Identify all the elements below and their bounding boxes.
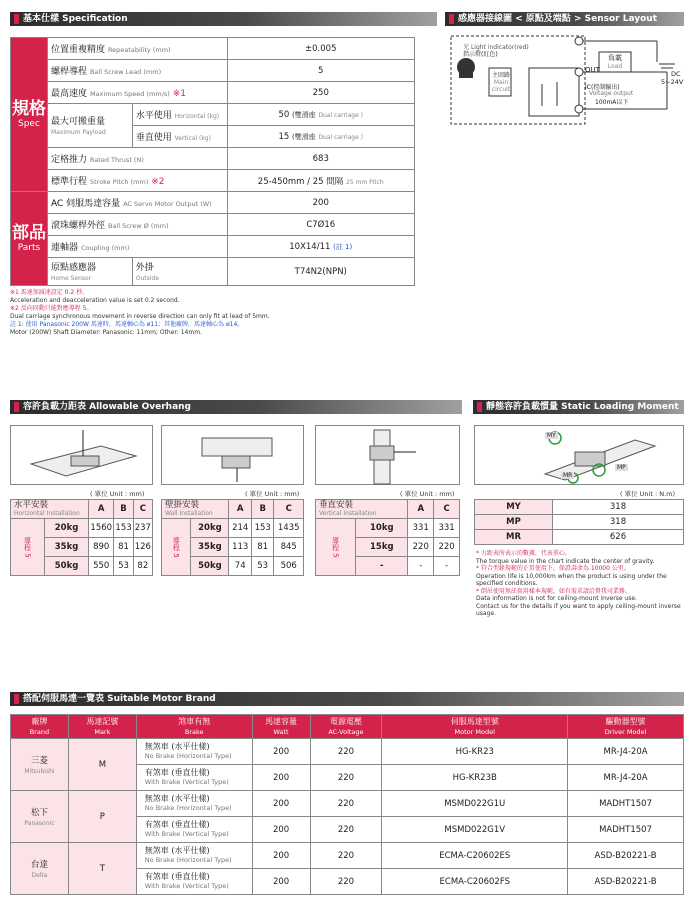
static-moment-diagram bbox=[474, 425, 684, 485]
vertical-diagram bbox=[315, 425, 460, 485]
mark-cell: M bbox=[68, 739, 136, 791]
static-header bbox=[473, 400, 684, 414]
col-watt: 馬達容量 Watt bbox=[252, 715, 310, 739]
static-table: MY 318 MP 318 MR 626 bbox=[474, 499, 684, 545]
payload-vertical-label: 垂直使用 Vertical (kg) bbox=[132, 126, 227, 148]
mp-tag: MP bbox=[617, 464, 626, 471]
spec-header bbox=[10, 12, 437, 26]
parts-row-label: AC 伺服馬達容量 AC Servo Motor Output (W) bbox=[47, 192, 227, 214]
lead-label: 導程 5 bbox=[162, 519, 191, 576]
mr-tag: MR bbox=[563, 472, 573, 479]
horizontal-table: 水平安裝 Horizontal Installation A B C 導程 5 20kg 1560 153 237 35kg 890 81 126 50kg 550 53 82 bbox=[10, 499, 153, 576]
parts-row-label: 滾珠螺桿外徑 Ball Screw Ø (mm) bbox=[47, 214, 227, 236]
col-motor-model: 伺服馬達型號 Motor Model bbox=[382, 715, 568, 739]
out-label: OUT bbox=[585, 66, 600, 74]
col-voltage: 電源電壓 AC-Voltage bbox=[310, 715, 382, 739]
spec-title: 基本仕樣 Specification bbox=[23, 14, 128, 24]
sensor-header bbox=[445, 12, 684, 26]
parts-row-label: 連軸器 Coupling (mm) bbox=[47, 236, 227, 258]
spec-row-value: ±0.005 bbox=[227, 38, 415, 60]
spec-row-label: 螺桿導程 Ball Screw Lead (mm) bbox=[47, 60, 227, 82]
unit-label: ( 單位 Unit : mm) bbox=[245, 490, 300, 498]
payload-label: 最大可搬重量 Maximum Payload bbox=[47, 104, 132, 148]
spec-row-label: 定格推力 Rated Thrust (N) bbox=[47, 148, 227, 170]
sensor-wiring-diagram bbox=[447, 34, 685, 128]
motor-table: 廠牌 Brand 馬達記號 Mark 煞車有無 Brake 馬達容量 Watt 電源電壓 AC-Voltage 伺服馬達型號 Motor Model 驅動器型號 Driver Model 三菱 Mitsubishi M 無煞車 (水平仕樣) No Brake (Horizontal Type) 200 220 HG-KR23 MR-J4-20A 有煞車 (垂直仕樣) With Brake (Vertical Type) 200 220 HG-KR23B MR-J4-20A 松下 Panasonic P 無煞車 (水平仕樣) No Brake (Horizontal Type) 200 220 MSMD022G1U MADHT1507 有煞車 (垂直仕樣) With Brake (Vertical Type) 200 220 MSMD022G1V MADHT1507 台達 Delta T 無煞車 (水平仕樣) No Brake (Horizontal Type) 200 220 ECMA-C20602ES ASD-B20221-B 有煞車 (垂直仕樣) With Brake (Vertical Type) 200 220 ECMA-C20602FS ASD-B20221-B bbox=[10, 714, 684, 895]
spec-row-value: 25-450mm / 25 間隔 25 mm Pitch bbox=[227, 170, 415, 192]
brake-cell: 有煞車 (垂直仕樣) With Brake (Vertical Type) bbox=[136, 765, 252, 791]
spec-category: 規格 Spec bbox=[11, 38, 48, 192]
horizontal-title: 水平安裝 Horizontal Installation bbox=[11, 500, 89, 519]
current-label: 100mA以下 bbox=[595, 99, 629, 106]
col-driver-model: 驅動器型號 Driver Model bbox=[568, 715, 684, 739]
lead-label: 導程 5 bbox=[316, 519, 356, 576]
wall-title: 壁掛安裝 Wall Installation bbox=[162, 500, 229, 519]
brake-cell: 有煞車 (垂直仕樣) With Brake (Vertical Type) bbox=[136, 869, 252, 895]
voltage-output-label: Voltage output bbox=[589, 90, 634, 97]
col-brake: 煞車有無 Brake bbox=[136, 715, 252, 739]
dc-voltage-label: 5~24V bbox=[661, 78, 684, 86]
brand-cell: 台達 Delta bbox=[11, 843, 69, 895]
col-brand: 廠牌 Brand bbox=[11, 715, 69, 739]
overhang-title: 容許負載力距表 Allowable Overhang bbox=[23, 402, 191, 412]
parts-row-value: 10X14/11 (註 1) bbox=[227, 236, 415, 258]
horizontal-diagram bbox=[10, 425, 153, 485]
payload-vertical-value: 15 (雙滑座 Dual carriage ) bbox=[227, 126, 415, 148]
brand-cell: 三菱 Mitsubishi bbox=[11, 739, 69, 791]
parts-row-value: 200 bbox=[227, 192, 415, 214]
payload-horizontal-value: 50 (雙滑座 Dual carriage ) bbox=[227, 104, 415, 126]
unit-label: ( 單位 Unit : mm) bbox=[90, 490, 145, 498]
home-sensor-value: T74N2(NPN) bbox=[227, 258, 415, 286]
col-mark: 馬達記號 Mark bbox=[68, 715, 136, 739]
overhang-header bbox=[10, 400, 462, 414]
brake-cell: 無煞車 (水平仕樣) No Brake (Horizontal Type) bbox=[136, 739, 252, 765]
unit-label: ( 單位 Unit : mm) bbox=[400, 490, 455, 498]
spec-table bbox=[10, 37, 415, 286]
light-indicator-label: 光 Light indicator(red) bbox=[463, 44, 529, 51]
indicator-label: 指示燈(紅色) bbox=[463, 51, 498, 58]
brake-cell: 無煞車 (水平仕樣) No Brake (Horizontal Type) bbox=[136, 791, 252, 817]
ic-label: IC(控制輸出) bbox=[585, 84, 620, 91]
motor-title: 搭配伺服馬達一覽表 Suitable Motor Brand bbox=[23, 694, 216, 704]
mark-cell: P bbox=[68, 791, 136, 843]
static-title: 靜態容許負載慣量 Static Loading Moment bbox=[486, 402, 679, 412]
payload-horizontal-label: 水平使用 Horizontal (kg) bbox=[132, 104, 227, 126]
brand-cell: 松下 Panasonic bbox=[11, 791, 69, 843]
brake-cell: 有煞車 (垂直仕樣) With Brake (Vertical Type) bbox=[136, 817, 252, 843]
vertical-title: 垂直安裝 Vertical Installation bbox=[316, 500, 408, 519]
wall-table: 壁掛安裝 Wall Installation A B C 導程 5 20kg 214 153 1435 35kg 113 81 845 50kg 74 53 506 bbox=[161, 499, 304, 576]
wall-diagram bbox=[161, 425, 304, 485]
spec-row-label: 最高速度 Maximum Speed (mm/s) ※1 bbox=[47, 82, 227, 104]
load-label: 負載 Load bbox=[607, 54, 623, 70]
mark-cell: T bbox=[68, 843, 136, 895]
static-unit: ( 單位 Unit : N.m) bbox=[620, 490, 676, 498]
main-circuit-label: 主回路 Main circuit bbox=[491, 72, 511, 93]
spec-row-label: 位置重複精度 Repeatability (mm) bbox=[47, 38, 227, 60]
spec-row-value: 250 bbox=[227, 82, 415, 104]
static-notes: * 力距表所表示的數據，代表重心。 The torque value in the chart indicate the center of gravity. * 符合型錄規範的正常使用下，保證壽命為 10000 公里。 Operation life is 10,000km when the product is using under the specified conditions. * 倒吊使用無法套用樣本規範，如有需求請洽貴我司業務。 Data information is not for ceiling-mount inverse use. Contact us for the details if you want to apply ceiling-mount inverse usage. bbox=[476, 550, 681, 617]
vertical-table: 垂直安裝 Vertical Installation A C 導程 5 10kg 331 331 15kg 220 220 - - - bbox=[315, 499, 460, 576]
motor-header bbox=[10, 692, 684, 706]
brake-cell: 無煞車 (水平仕樣) No Brake (Horizontal Type) bbox=[136, 843, 252, 869]
spec-row-label: 標準行程 Stroke Pitch (mm) ※2 bbox=[47, 170, 227, 192]
home-sensor-label: 原點感應器 Home Sensor bbox=[47, 258, 132, 286]
lead-label: 導程 5 bbox=[11, 519, 45, 576]
dc-label: DC bbox=[671, 70, 681, 78]
spec-row-value: 683 bbox=[227, 148, 415, 170]
my-tag: MY bbox=[547, 432, 556, 439]
spec-notes: ※1 馬達加減速設定 0.2 秒。 Acceleration and deacceleration value is set 0.2 second. ※2 反向同動只能對應導程 5。 Dual carriage synchronous movement in reverse direction can only fit at lead of 5mm. 註 1: 使用 Panasonic 200W 馬達時，馬達軸心為 ø11；其他廠牌，馬達軸心為 ø14。 Motor (200W) Shaft Diameter: Panasonic: 11mm; Other: 14mm. bbox=[10, 289, 270, 336]
spec-row-value: 5 bbox=[227, 60, 415, 82]
parts-row-value: C7Ø16 bbox=[227, 214, 415, 236]
home-sensor-sub: 外掛 Outside bbox=[132, 258, 227, 286]
parts-category: 部品 Parts bbox=[11, 192, 48, 286]
sensor-title: 感應器接線圖 < 原點及端點 > Sensor Layout bbox=[458, 14, 658, 24]
